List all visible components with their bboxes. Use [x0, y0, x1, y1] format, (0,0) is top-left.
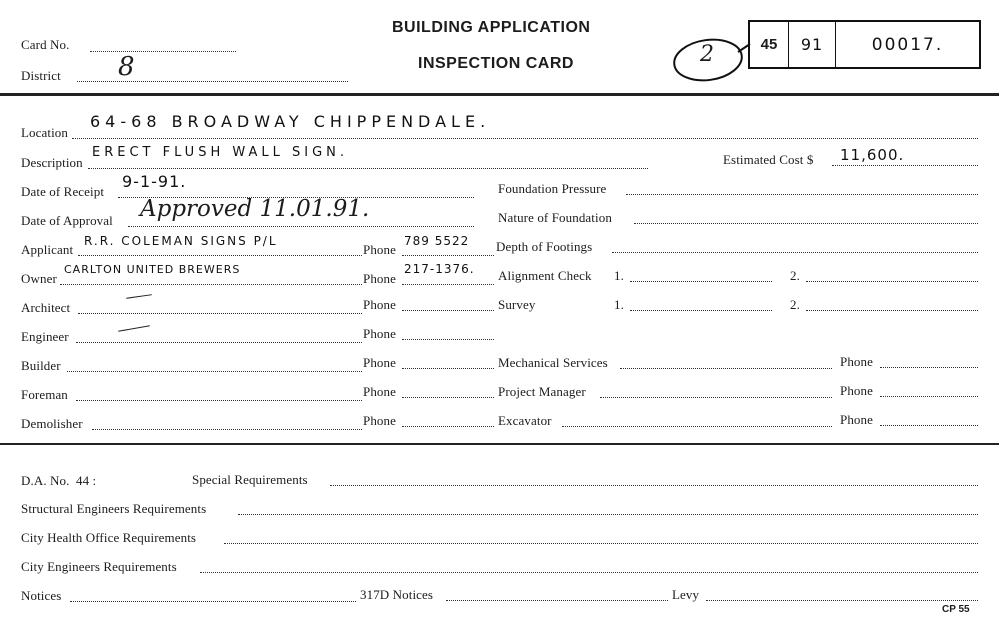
foreman-label: Foreman [21, 387, 68, 402]
foreman-phone-label: Phone [363, 384, 396, 399]
notices-317d-field[interactable] [446, 600, 668, 601]
file-number-boxes [748, 20, 981, 69]
builder-phone-label: Phone [363, 355, 396, 370]
file-box-2: 91 [789, 22, 836, 67]
mechanical-services-phone-field[interactable] [880, 367, 978, 368]
foundation-pressure-label: Foundation Pressure [498, 181, 607, 196]
applicant-label: Applicant [21, 242, 74, 257]
demolisher-field[interactable] [92, 429, 362, 430]
depth-of-footings-label: Depth of Footings [496, 239, 593, 254]
date-of-receipt-label: Date of Receipt [21, 184, 105, 199]
architect-dash-mark [126, 294, 152, 299]
date-of-approval-value: Approved 11.01.91. [140, 196, 370, 222]
city-health-field[interactable] [224, 543, 978, 544]
applicant-phone-value: 789 5522 [404, 234, 470, 248]
notices-field[interactable] [70, 601, 356, 602]
applicant-value: R.R. COLEMAN SIGNS P/L [84, 234, 278, 248]
alignment-check-field-2[interactable] [806, 281, 978, 282]
nature-of-foundation-field[interactable] [634, 223, 978, 224]
da-no-label: D.A. No. [21, 473, 70, 488]
builder-label: Builder [21, 358, 61, 373]
applicant-field[interactable] [78, 255, 362, 256]
engineer-dash-mark [118, 325, 150, 332]
district-label: District [21, 68, 61, 83]
engineer-field[interactable] [76, 342, 362, 343]
nature-of-foundation-label: Nature of Foundation [498, 210, 612, 225]
builder-field[interactable] [67, 371, 362, 372]
excavator-phone-label: Phone [840, 412, 873, 427]
owner-phone-value: 217-1376. [404, 262, 475, 276]
foreman-phone-field[interactable] [402, 397, 494, 398]
estimated-cost-value: 11,600. [840, 146, 905, 164]
project-manager-phone-label: Phone [840, 383, 873, 398]
notices-label: Notices [21, 588, 62, 603]
engineer-phone-label: Phone [363, 326, 396, 341]
architect-label: Architect [21, 300, 71, 315]
form-code: CP 55 [942, 604, 970, 615]
project-manager-label: Project Manager [498, 384, 586, 399]
applicant-phone-field[interactable] [402, 255, 494, 256]
special-requirements-label: Special Requirements [192, 472, 308, 487]
foreman-field[interactable] [76, 400, 362, 401]
alignment-check-label: Alignment Check [498, 268, 592, 283]
date-of-approval-field[interactable] [128, 226, 474, 227]
owner-label: Owner [21, 271, 57, 286]
owner-phone-label: Phone [363, 271, 396, 286]
city-engineers-label: City Engineers Requirements [21, 559, 177, 574]
notices-317d-label: 317D Notices [360, 587, 434, 602]
mechanical-services-phone-label: Phone [840, 354, 873, 369]
description-value: ERECT FLUSH WALL SIGN. [92, 145, 349, 160]
depth-of-footings-field[interactable] [612, 252, 978, 253]
architect-phone-field[interactable] [402, 310, 494, 311]
project-manager-phone-field[interactable] [880, 396, 978, 397]
location-field[interactable] [72, 138, 978, 139]
circled-number: 2 [700, 42, 714, 67]
alignment-check-field-1[interactable] [630, 281, 772, 282]
alignment-check-num2: 2. [790, 268, 800, 283]
engineer-phone-field[interactable] [402, 339, 494, 340]
owner-phone-field[interactable] [402, 284, 494, 285]
survey-field-1[interactable] [630, 310, 772, 311]
structural-engineers-field[interactable] [238, 514, 978, 515]
description-field[interactable] [88, 168, 648, 169]
foundation-pressure-field[interactable] [626, 194, 978, 195]
engineer-label: Engineer [21, 329, 69, 344]
applicant-phone-label: Phone [363, 242, 396, 257]
survey-num2: 2. [790, 297, 800, 312]
project-manager-field[interactable] [600, 397, 832, 398]
owner-value: CARLTON UNITED BREWERS [64, 263, 241, 276]
architect-phone-label: Phone [363, 297, 396, 312]
demolisher-phone-label: Phone [363, 413, 396, 428]
levy-field[interactable] [706, 600, 978, 601]
demolisher-label: Demolisher [21, 416, 83, 431]
mechanical-services-field[interactable] [620, 368, 832, 369]
form-title-line2: INSPECTION CARD [418, 55, 574, 72]
estimated-cost-field[interactable] [832, 165, 978, 166]
location-label: Location [21, 125, 69, 140]
owner-field[interactable] [60, 284, 362, 285]
excavator-phone-field[interactable] [880, 425, 978, 426]
excavator-label: Excavator [498, 413, 552, 428]
da-no-value: 44 : [76, 473, 97, 488]
date-of-approval-label: Date of Approval [21, 213, 113, 228]
location-value: 64-68 BROADWAY CHIPPENDALE. [90, 112, 491, 131]
levy-label: Levy [672, 587, 700, 602]
file-box-1: 45 [750, 22, 789, 67]
city-health-label: City Health Office Requirements [21, 530, 197, 545]
district-value: 8 [118, 52, 135, 82]
header-divider [0, 93, 999, 96]
survey-field-2[interactable] [806, 310, 978, 311]
architect-field[interactable] [78, 313, 362, 314]
structural-engineers-label: Structural Engineers Requirements [21, 501, 207, 516]
card-no-label: Card No. [21, 37, 70, 52]
excavator-field[interactable] [562, 426, 832, 427]
survey-label: Survey [498, 297, 536, 312]
estimated-cost-label: Estimated Cost $ [723, 152, 814, 167]
survey-num1: 1. [614, 297, 624, 312]
file-box-3: 00017. [871, 34, 944, 55]
special-requirements-field[interactable] [330, 485, 978, 486]
demolisher-phone-field[interactable] [402, 426, 494, 427]
builder-phone-field[interactable] [402, 368, 494, 369]
card-no-field[interactable] [90, 51, 236, 52]
description-label: Description [21, 155, 83, 170]
date-of-receipt-value: 9-1-91. [122, 172, 187, 191]
alignment-check-num1: 1. [614, 268, 624, 283]
form-title-line1: BUILDING APPLICATION [392, 19, 591, 36]
section-divider [0, 443, 999, 445]
mechanical-services-label: Mechanical Services [498, 355, 608, 370]
city-engineers-field[interactable] [200, 572, 978, 573]
